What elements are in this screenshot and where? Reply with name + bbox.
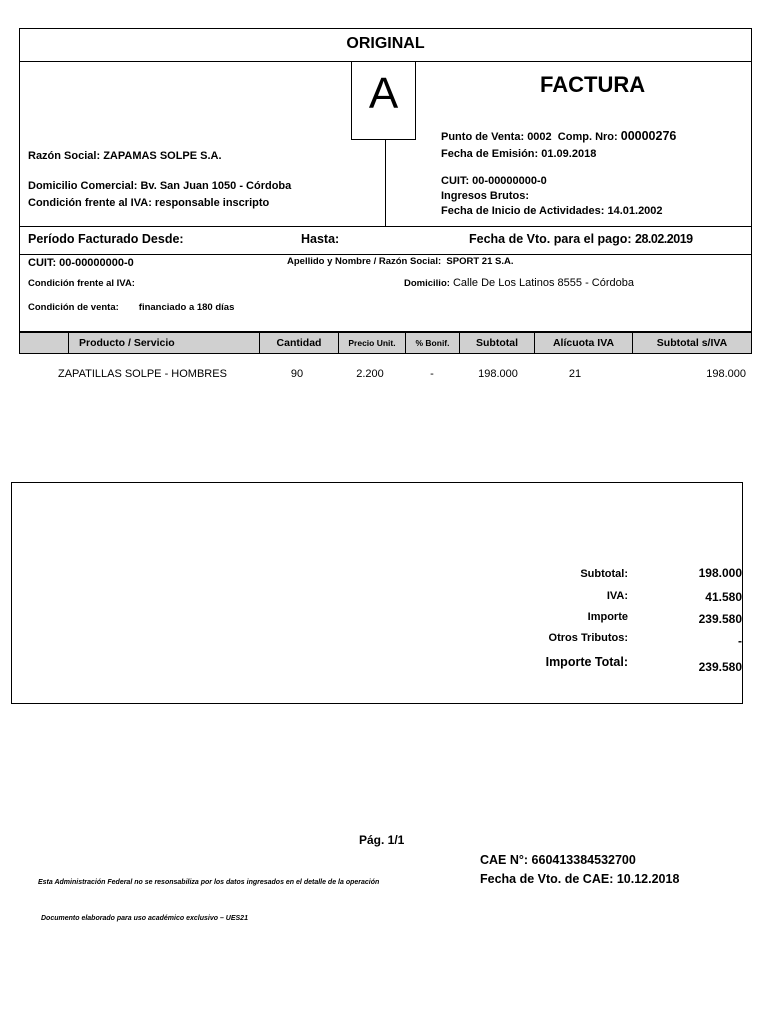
subtotal-label: Subtotal: <box>580 568 628 580</box>
issuer-domicilio: Domicilio Comercial: Bv. San Juan 1050 - Córdoba <box>28 180 292 192</box>
client-iva-label: Condición frente al IVA: <box>28 278 135 289</box>
issuer-cuit: CUIT: 00-00000000-0 <box>441 175 547 187</box>
importe-total-label: Importe Total: <box>545 655 628 669</box>
iva-value: 41.580 <box>705 590 742 604</box>
table-header-producto: Producto / Servicio <box>68 332 260 354</box>
period-top-border <box>19 226 752 227</box>
client-nombre: Apellido y Nombre / Razón Social: SPORT 21 S.A. <box>287 256 514 267</box>
importe-value: 239.580 <box>698 612 742 626</box>
page-number: Pág. 1/1 <box>359 833 405 847</box>
row-producto: ZAPATILLAS SOLPE - HOMBRES <box>58 368 227 380</box>
academic-note: Documento elaborado para uso académico exclusivo – UES21 <box>41 915 248 922</box>
afip-disclaimer: Esta Administración Federal no se resonsabiliza por los datos ingresados en el detalle de la operación <box>38 879 380 886</box>
inicio-actividades: Fecha de Inicio de Actividades: 14.01.2002 <box>441 205 663 217</box>
table-header-blank <box>19 332 69 354</box>
totals-box <box>11 482 743 704</box>
table-header-cantidad: Cantidad <box>259 332 339 354</box>
table-header-precio: Precio Unit. <box>338 332 406 354</box>
row-subtotal-siva: 198.000 <box>706 368 746 380</box>
doc-type: FACTURA <box>540 72 646 97</box>
importe-total-value: 239.580 <box>698 660 742 674</box>
row-alicuota: 21 <box>568 368 582 380</box>
ingresos-brutos: Ingresos Brutos: <box>441 190 530 202</box>
punto-venta: Punto de Venta: 0002 Comp. Nro: 00000276 <box>441 129 677 143</box>
otros-tributos-value: - <box>738 634 742 648</box>
table-header-subtotal: Subtotal <box>459 332 535 354</box>
row-bonif: - <box>430 368 434 380</box>
cae-number: CAE N°: 660413384532700 <box>480 853 636 867</box>
row-cantidad: 90 <box>290 368 304 380</box>
fecha-vto-pago: Fecha de Vto. para el pago: 28.02.2019 <box>469 232 693 246</box>
table-header-bonif: % Bonif. <box>405 332 460 354</box>
client-cuit: CUIT: 00-00000000-0 <box>28 257 134 269</box>
condicion-venta: Condición de venta: financiado a 180 días <box>28 302 235 313</box>
row-subtotal: 198.000 <box>478 368 518 380</box>
table-header-subtotal-siva: Subtotal s/IVA <box>632 332 752 354</box>
invoice-letter: A <box>368 69 399 118</box>
copy-label: ORIGINAL <box>346 35 425 52</box>
iva-label: IVA: <box>606 590 628 602</box>
fecha-emision: Fecha de Emisión: 01.09.2018 <box>441 148 597 160</box>
row-precio: 2.200 <box>356 368 384 380</box>
invoice-letter-box <box>351 61 416 140</box>
header-center-divider <box>385 140 386 226</box>
issuer-razon-social: Razón Social: ZAPAMAS SOLPE S.A. <box>28 150 222 162</box>
otros-tributos-label: Otros Tributos: <box>548 632 628 644</box>
cae-vto: Fecha de Vto. de CAE: 10.12.2018 <box>480 872 680 886</box>
periodo-desde: Período Facturado Desde: <box>28 232 184 246</box>
client-domicilio: Domicilio: Calle De Los Latinos 8555 - Córdoba <box>404 277 634 289</box>
subtotal-value: 198.000 <box>698 566 742 580</box>
importe-label: Importe <box>587 611 628 623</box>
issuer-iva: Condición frente al IVA: responsable inscripto <box>28 197 270 209</box>
table-header-alicuota: Alícuota IVA <box>534 332 633 354</box>
periodo-hasta: Hasta: <box>301 232 340 246</box>
